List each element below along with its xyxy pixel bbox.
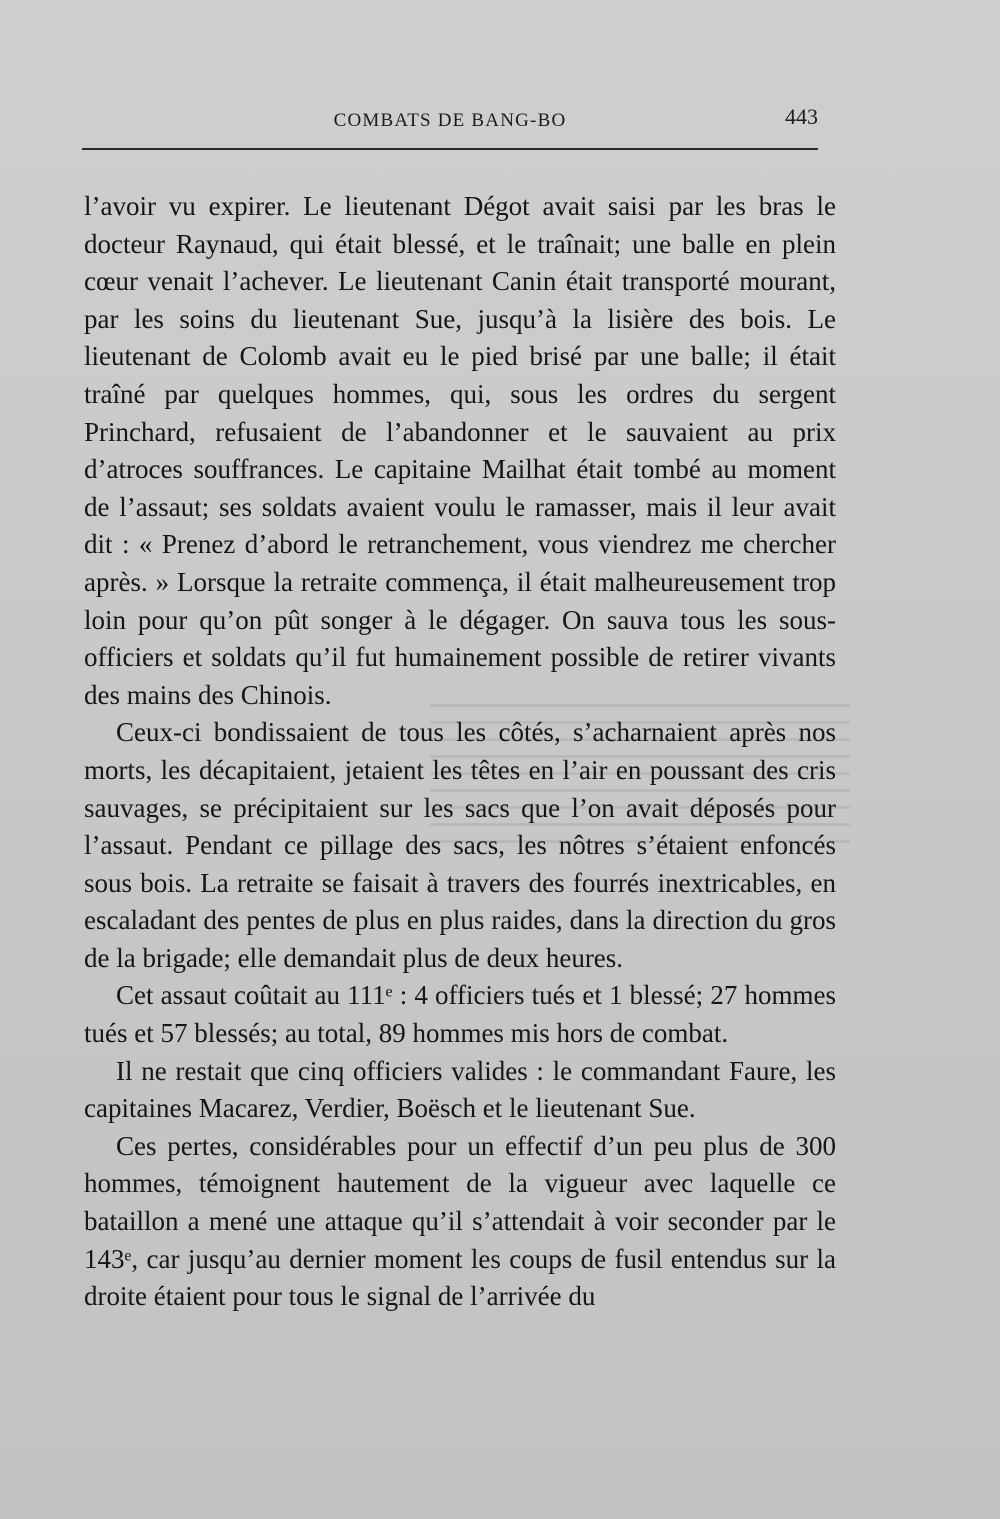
- paragraph: Cet assaut coûtait au 111ᵉ : 4 officiers tués et 1 blessé; 27 hommes tués et 57 blessés; au total, 89 hommes mis hors de combat.: [84, 980, 836, 1049]
- body-text: [84, 188, 836, 1316]
- paragraph: Il ne restait que cinq officiers valides : le commandant Faure, les capitaines Macarez, Verdier, Boësch et le lieutenant Sue.: [84, 1055, 836, 1124]
- paragraph: Ceux-ci bondissaient de tous les côtés, s’acharnaient après nos morts, les décapitaient, jetaient les têtes en l’air en poussant des cris sauvages, se précipitaient sur les sacs que l’on avait déposés pour l’assaut. Pendant ce pillage des sacs, les nôtres s’étaient enfoncés sous bois. La retraite se faisait à travers des fourrés inextricables, en escaladant des pentes de plus en plus raides, dans la direction du gros de la brigade; elle demandait plus de deux heures.: [84, 717, 836, 973]
- header-rule: [82, 148, 818, 150]
- running-title: COMBATS DE BANG-BO: [333, 110, 567, 131]
- page-number: 443: [785, 104, 818, 129]
- paragraph: l’avoir vu expirer. Le lieutenant Dégot avait saisi par les bras le docteur Raynaud, qui était blessé, et le traînait; une balle en plein cœur venait l’achever. Le lieutenant Canin était transporté mourant, par les soins du lieutenant Sue, jusqu’à la lisière des bois. Le lieutenant de Colomb avait eu le pied brisé par une balle; il était traîné par quelques hommes, qui, sous les ordres du sergent Princhard, refusaient de l’abandonner et le sauvaient au prix d’atroces souffrances. Le capitaine Mailhat était tombé au moment de l’assaut; ses soldats avaient voulu le ramasser, mais il leur avait dit : « Prenez d’abord le retranchement, vous viendrez me chercher après. » Lorsque la retraite commença, il était malheureusement trop loin pour qu’on pût songer à le dégager. On sauva tous les sous-officiers et soldats qu’il fut humainement possible de retirer vivants des mains des Chinois.: [84, 191, 836, 710]
- paragraph: Ces pertes, considérables pour un effectif d’un peu plus de 300 hommes, témoignent hautement de la vigueur avec laquelle ce bataillon a mené une attaque qu’il s’attendait à voir seconder par le 143ᵉ, car jusqu’au dernier moment les coups de fusil entendus sur la droite étaient pour tous le signal de l’arrivée du: [84, 1130, 836, 1312]
- running-head: [82, 104, 818, 134]
